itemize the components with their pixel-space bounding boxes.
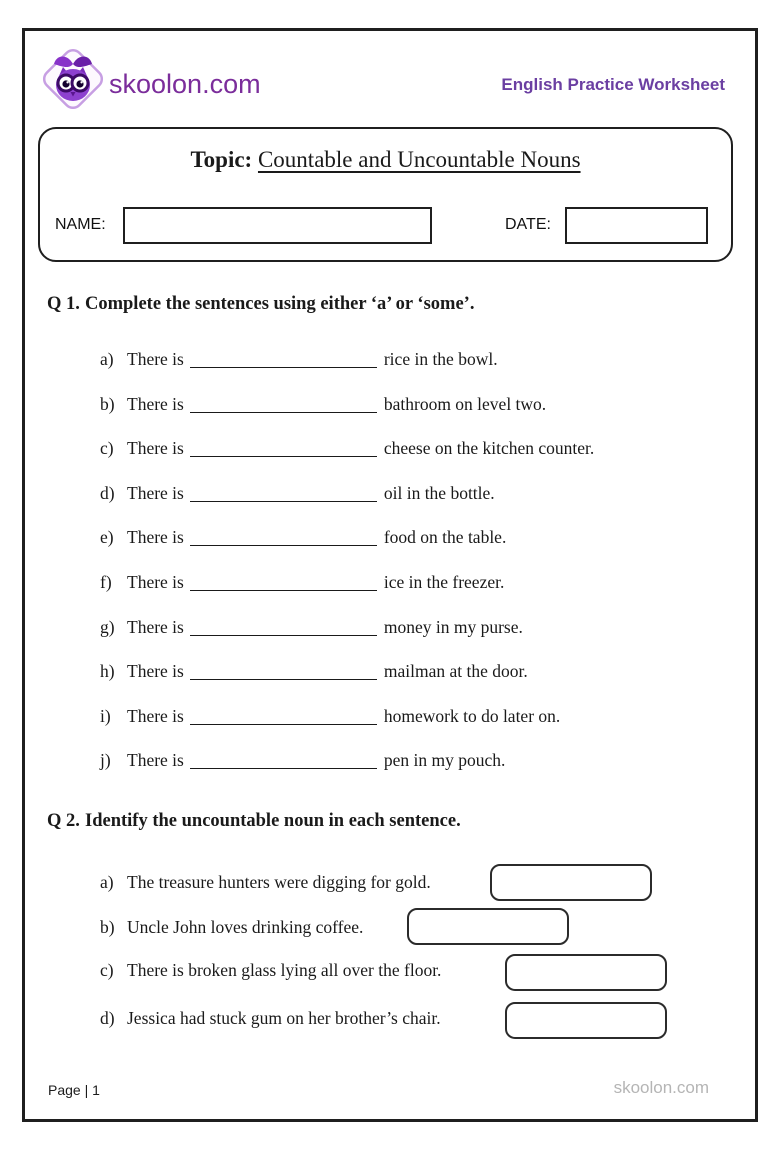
q1-answer-blank[interactable]: [190, 401, 377, 413]
q2-item-sentence: Uncle John loves drinking coffee.: [127, 917, 364, 937]
q1-answer-blank[interactable]: [190, 624, 377, 636]
q1-item-letter: g): [100, 616, 115, 637]
q1-item-stem: There is: [127, 616, 184, 637]
q1-item-tail: homework to do later on.: [383, 705, 561, 726]
q2-answer-box[interactable]: [505, 954, 667, 991]
worksheet-page: [22, 28, 758, 1122]
q2-prompt: Identify the uncountable noun in each sentence.: [85, 811, 461, 831]
q1-item-tail: oil in the bottle.: [383, 482, 495, 503]
q1-item: [100, 661, 720, 681]
q1-item-tail: mailman at the door.: [383, 661, 528, 682]
footer-page-number: Page | 1: [48, 1082, 100, 1098]
q1-item-tail: bathroom on level two.: [383, 393, 547, 414]
q1-answer-blank[interactable]: [190, 534, 377, 546]
skoolon-owl-logo-icon: [37, 43, 109, 115]
q1-item-stem: There is: [127, 349, 184, 369]
q2-item: [100, 1008, 720, 1028]
q2-item-sentence: The treasure hunters were digging for gold.: [127, 872, 431, 892]
name-label: NAME:: [55, 216, 106, 233]
q1-item-stem: There is: [127, 438, 184, 459]
q1-item: [100, 572, 720, 592]
q1-item-stem: There is: [127, 750, 184, 771]
q1-item-stem: There is: [127, 661, 184, 682]
q1-item-tail: food on the table.: [383, 527, 507, 548]
q1-item: [100, 438, 720, 458]
topic-box: [38, 127, 733, 262]
q2-answer-box[interactable]: [490, 864, 652, 901]
q1-item-tail: pen in my pouch.: [383, 750, 506, 771]
q1-item-tail: rice in the bowl.: [383, 349, 498, 369]
q1-number: Q 1.: [47, 294, 80, 314]
footer-site-name: skoolon.com: [613, 1078, 709, 1097]
q1-item: [100, 394, 720, 414]
q2-item: [100, 960, 720, 980]
q1-item-tail: ice in the freezer.: [383, 571, 505, 592]
q1-answer-blank[interactable]: [190, 668, 377, 680]
q1-answer-blank[interactable]: [190, 579, 377, 591]
name-input[interactable]: [123, 207, 432, 244]
q1-item-stem: There is: [127, 527, 184, 548]
q1-answer-blank[interactable]: [190, 356, 377, 368]
topic-label: Topic:: [190, 147, 253, 172]
q1-item: [100, 706, 720, 726]
q1-item-list: [100, 349, 720, 795]
q2-item: [100, 917, 720, 937]
q1-item-stem: There is: [127, 393, 184, 414]
q1-prompt: Complete the sentences using either ‘a’ or ‘some’.: [85, 294, 475, 314]
q2-answer-box[interactable]: [407, 908, 569, 945]
q1-item-letter: f): [100, 571, 112, 592]
q1-item: [100, 483, 720, 503]
q1-item-tail: cheese on the kitchen counter.: [383, 438, 595, 459]
q1-item-letter: a): [100, 349, 114, 369]
q2-item-letter: d): [100, 1008, 115, 1028]
q2-item-letter: c): [100, 960, 114, 980]
q1-answer-blank[interactable]: [190, 490, 377, 502]
q1-item-stem: There is: [127, 705, 184, 726]
q1-answer-blank[interactable]: [190, 713, 377, 725]
q1-item-letter: d): [100, 482, 115, 503]
q2-item-sentence: There is broken glass lying all over the floor.: [127, 960, 442, 980]
q1-answer-blank[interactable]: [190, 757, 377, 769]
q1-item-stem: There is: [127, 571, 184, 592]
q1-item-stem: There is: [127, 482, 184, 503]
topic-text: Countable and Uncountable Nouns: [257, 147, 581, 172]
date-input[interactable]: [565, 207, 708, 244]
date-label: DATE:: [505, 216, 551, 233]
q1-item-letter: c): [100, 438, 114, 459]
q1-item-tail: money in my purse.: [383, 616, 523, 637]
worksheet-type-label: English Practice Worksheet: [501, 75, 725, 94]
q1-item: [100, 750, 720, 770]
q1-item: [100, 349, 720, 369]
q2-item: [100, 872, 720, 892]
q2-number: Q 2.: [47, 811, 80, 831]
q1-item: [100, 617, 720, 637]
q2-header: [47, 811, 461, 832]
q2-item-letter: b): [100, 917, 115, 937]
topic-title: [40, 147, 731, 173]
brand-name: skoolon.com: [109, 69, 261, 99]
q1-item-letter: i): [100, 705, 111, 726]
q1-item-letter: j): [100, 750, 111, 771]
q1-item-letter: e): [100, 527, 114, 548]
q2-answer-box[interactable]: [505, 1002, 667, 1039]
q1-header: [47, 294, 474, 315]
q2-item-sentence: Jessica had stuck gum on her brother’s chair.: [127, 1008, 441, 1028]
q1-item-letter: h): [100, 661, 115, 682]
q1-answer-blank[interactable]: [190, 445, 377, 457]
q2-item-letter: a): [100, 872, 114, 892]
q1-item: [100, 527, 720, 547]
q1-item-letter: b): [100, 393, 115, 414]
